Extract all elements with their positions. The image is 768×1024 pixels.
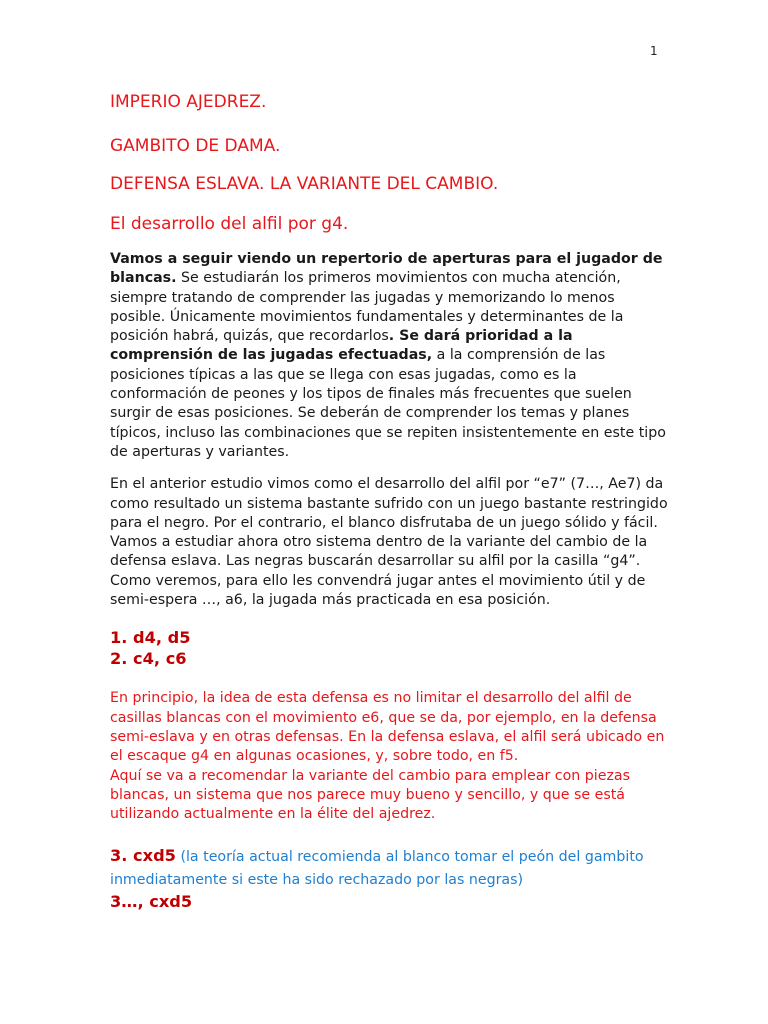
intro-paragraph xyxy=(110,250,670,462)
heading-defense: DEFENSA ESLAVA. LA VARIANTE DEL CAMBIO. xyxy=(110,174,499,194)
intro-text-1: Se estudiarán los primeros movimientos con mucha atención, siempre tratando de comprender las jugadas y memorizando lo menos posible. Únicamente movimientos fundamentales y determinantes de la posición habrá, quizás, que recordarlos xyxy=(110,270,624,345)
intro-bold-1: Vamos a seguir viendo un repertorio de aperturas para el jugador de blancas. xyxy=(110,251,663,287)
context-paragraph-1: En el anterior estudio vimos como el desarrollo del alfil por “e7” (7…, Ae7) da como resultado un sistema bastante sufrido con un juego bastante restringido para el negro. Por el contrario, el blanco disfrutaba de un juego sólido y fácil. xyxy=(110,476,668,531)
move-3-line xyxy=(110,845,670,891)
heading-topic: El desarrollo del alfil por g4. xyxy=(110,214,349,234)
document-body xyxy=(110,90,670,912)
move-3-comment: (la teoría actual recomienda al blanco tomar el peón del gambito inmediatamente si este ha sido rechazado por las negras) xyxy=(110,849,644,889)
move-3-black: 3…, cxd5 xyxy=(110,892,193,912)
heading-opening: GAMBITO DE DAMA. xyxy=(110,136,281,156)
note-paragraph-2: Aquí se va a recomendar la variante del cambio para emplear con piezas blancas, un sistema que nos parece muy bueno y sencillo, y que se está utilizando actualmente en la élite del ajedrez. xyxy=(110,767,630,823)
intro-bold-2: . Se dará prioridad a la comprensión de las jugadas efectuadas, xyxy=(110,328,573,364)
context-paragraph-2: Vamos a estudiar ahora otro sistema dentro de la variante del cambio de la defensa eslava. Las negras buscarán desarrollar su alfil por la casilla “g4”. Como veremos, para ello les convendrá jugar antes el movimiento útil y de semi-espera …, a6, la jugada más practicada en esa posición. xyxy=(110,534,648,609)
page-number: 1 xyxy=(650,44,658,58)
note-paragraph-1: En principio, la idea de esta defensa es no limitar el desarrollo del alfil de casillas blancas con el movimiento e6, que se da, por ejemplo, en la defensa semi-eslava y en otras defensas. En la defensa eslava, el alfil será ubicado en el escaque g4 en algunas ocasiones, y, sobre todo, en f5. xyxy=(110,690,665,765)
move-1: 1. d4, d5 xyxy=(110,628,191,648)
move-2: 2. c4, c6 xyxy=(110,649,187,669)
intro-text-2: a la comprensión de las posiciones típicas a las que se llega con esas jugadas, como es la conformación de peones y los tipos de finales más frecuentes que suelen surgir de esas posiciones. Se deberán de comprender los temas y planes típicos, incluso las combinaciones que se repiten insistentemente en este tipo de aperturas y variantes. xyxy=(110,347,666,460)
heading-site: IMPERIO AJEDREZ. xyxy=(110,92,267,112)
move-3: 3. cxd5 xyxy=(110,846,176,866)
